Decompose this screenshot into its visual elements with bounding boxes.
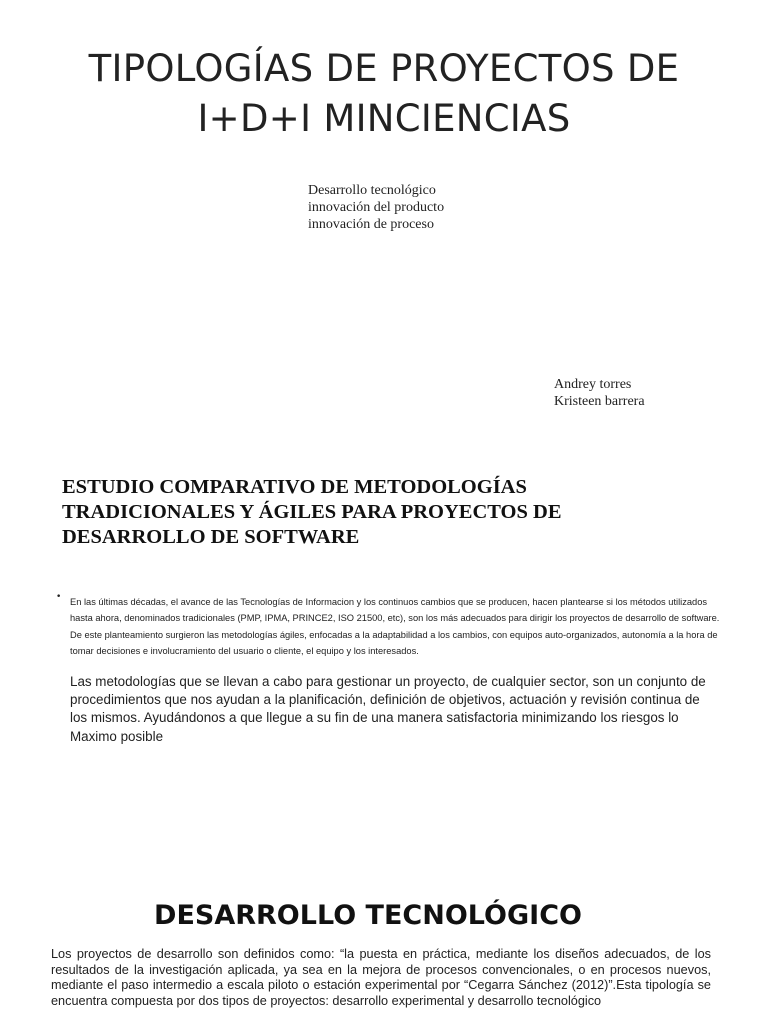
author-name: Kristeen barrera [554, 394, 645, 409]
subtitle-list [308, 182, 444, 233]
page-title-line-1: TIPOLOGÍAS DE PROYECTOS DE [88, 47, 680, 90]
page-title-line-2: I+D+I MINCIENCIAS [197, 97, 571, 140]
page-title [20, 44, 748, 144]
section-paragraph: Los proyectos de desarrollo son definidos como: “la puesta en práctica, mediante los diseños adecuados, de los resultados de la investigación aplicada, ya sea en la mejora de procesos convencionales, o en procesos nuevos, mediante el paso intermedio a escala piloto o estación experimental por “Cegarra Sánchez (2012)”.Esta tipología se encuentra compuesta por dos tipos de proyectos: desarrollo experimental y desarrollo tecnológico [51, 947, 711, 1008]
author-name: Andrey torres [554, 377, 632, 392]
bullet-icon: • [56, 592, 62, 602]
bullet-paragraph: En las últimas décadas, el avance de las Tecnologías de Informacion y los continuos cambios que se producen, hacen plantearse si los métodos utilizados hasta ahora, denominados tradicionales (PMP, IPMA, PRINCE2, ISO 21500, etc), son los más adecuados para dirigir los proyectos de desarrollo de software. De este planteamiento surgieron las metodologías ágiles, enfocadas a la adaptabilidad a los cambios, con equipos auto-organizados, autonomía a la hora de tomar decisiones e involucramiento del usuario o cliente, el equipo y los interesados. [70, 597, 720, 656]
authors-list [554, 376, 645, 410]
study-title: ESTUDIO COMPARATIVO DE METODOLOGÍAS TRADICIONALES Y ÁGILES PARA PROYECTOS DE DESARROLLO DE SOFTWARE [62, 476, 562, 548]
subtitle-item: innovación de proceso [308, 217, 434, 232]
section-title: DESARROLLO TECNOLÓGICO [154, 900, 582, 931]
subtitle-item: innovación del producto [308, 200, 445, 215]
methodologies-paragraph: Las metodologías que se llevan a cabo para gestionar un proyecto, de cualquier sector, son un conjunto de procedimientos que nos ayudan a la planificación, definición de objetivos, actuación y revisión continua de los mismos. Ayudándonos a que llegue a su fin de una manera satisfactoria minimizando los riesgos lo Maximo posible [70, 674, 706, 744]
subtitle-item: Desarrollo tecnológico [308, 183, 436, 198]
